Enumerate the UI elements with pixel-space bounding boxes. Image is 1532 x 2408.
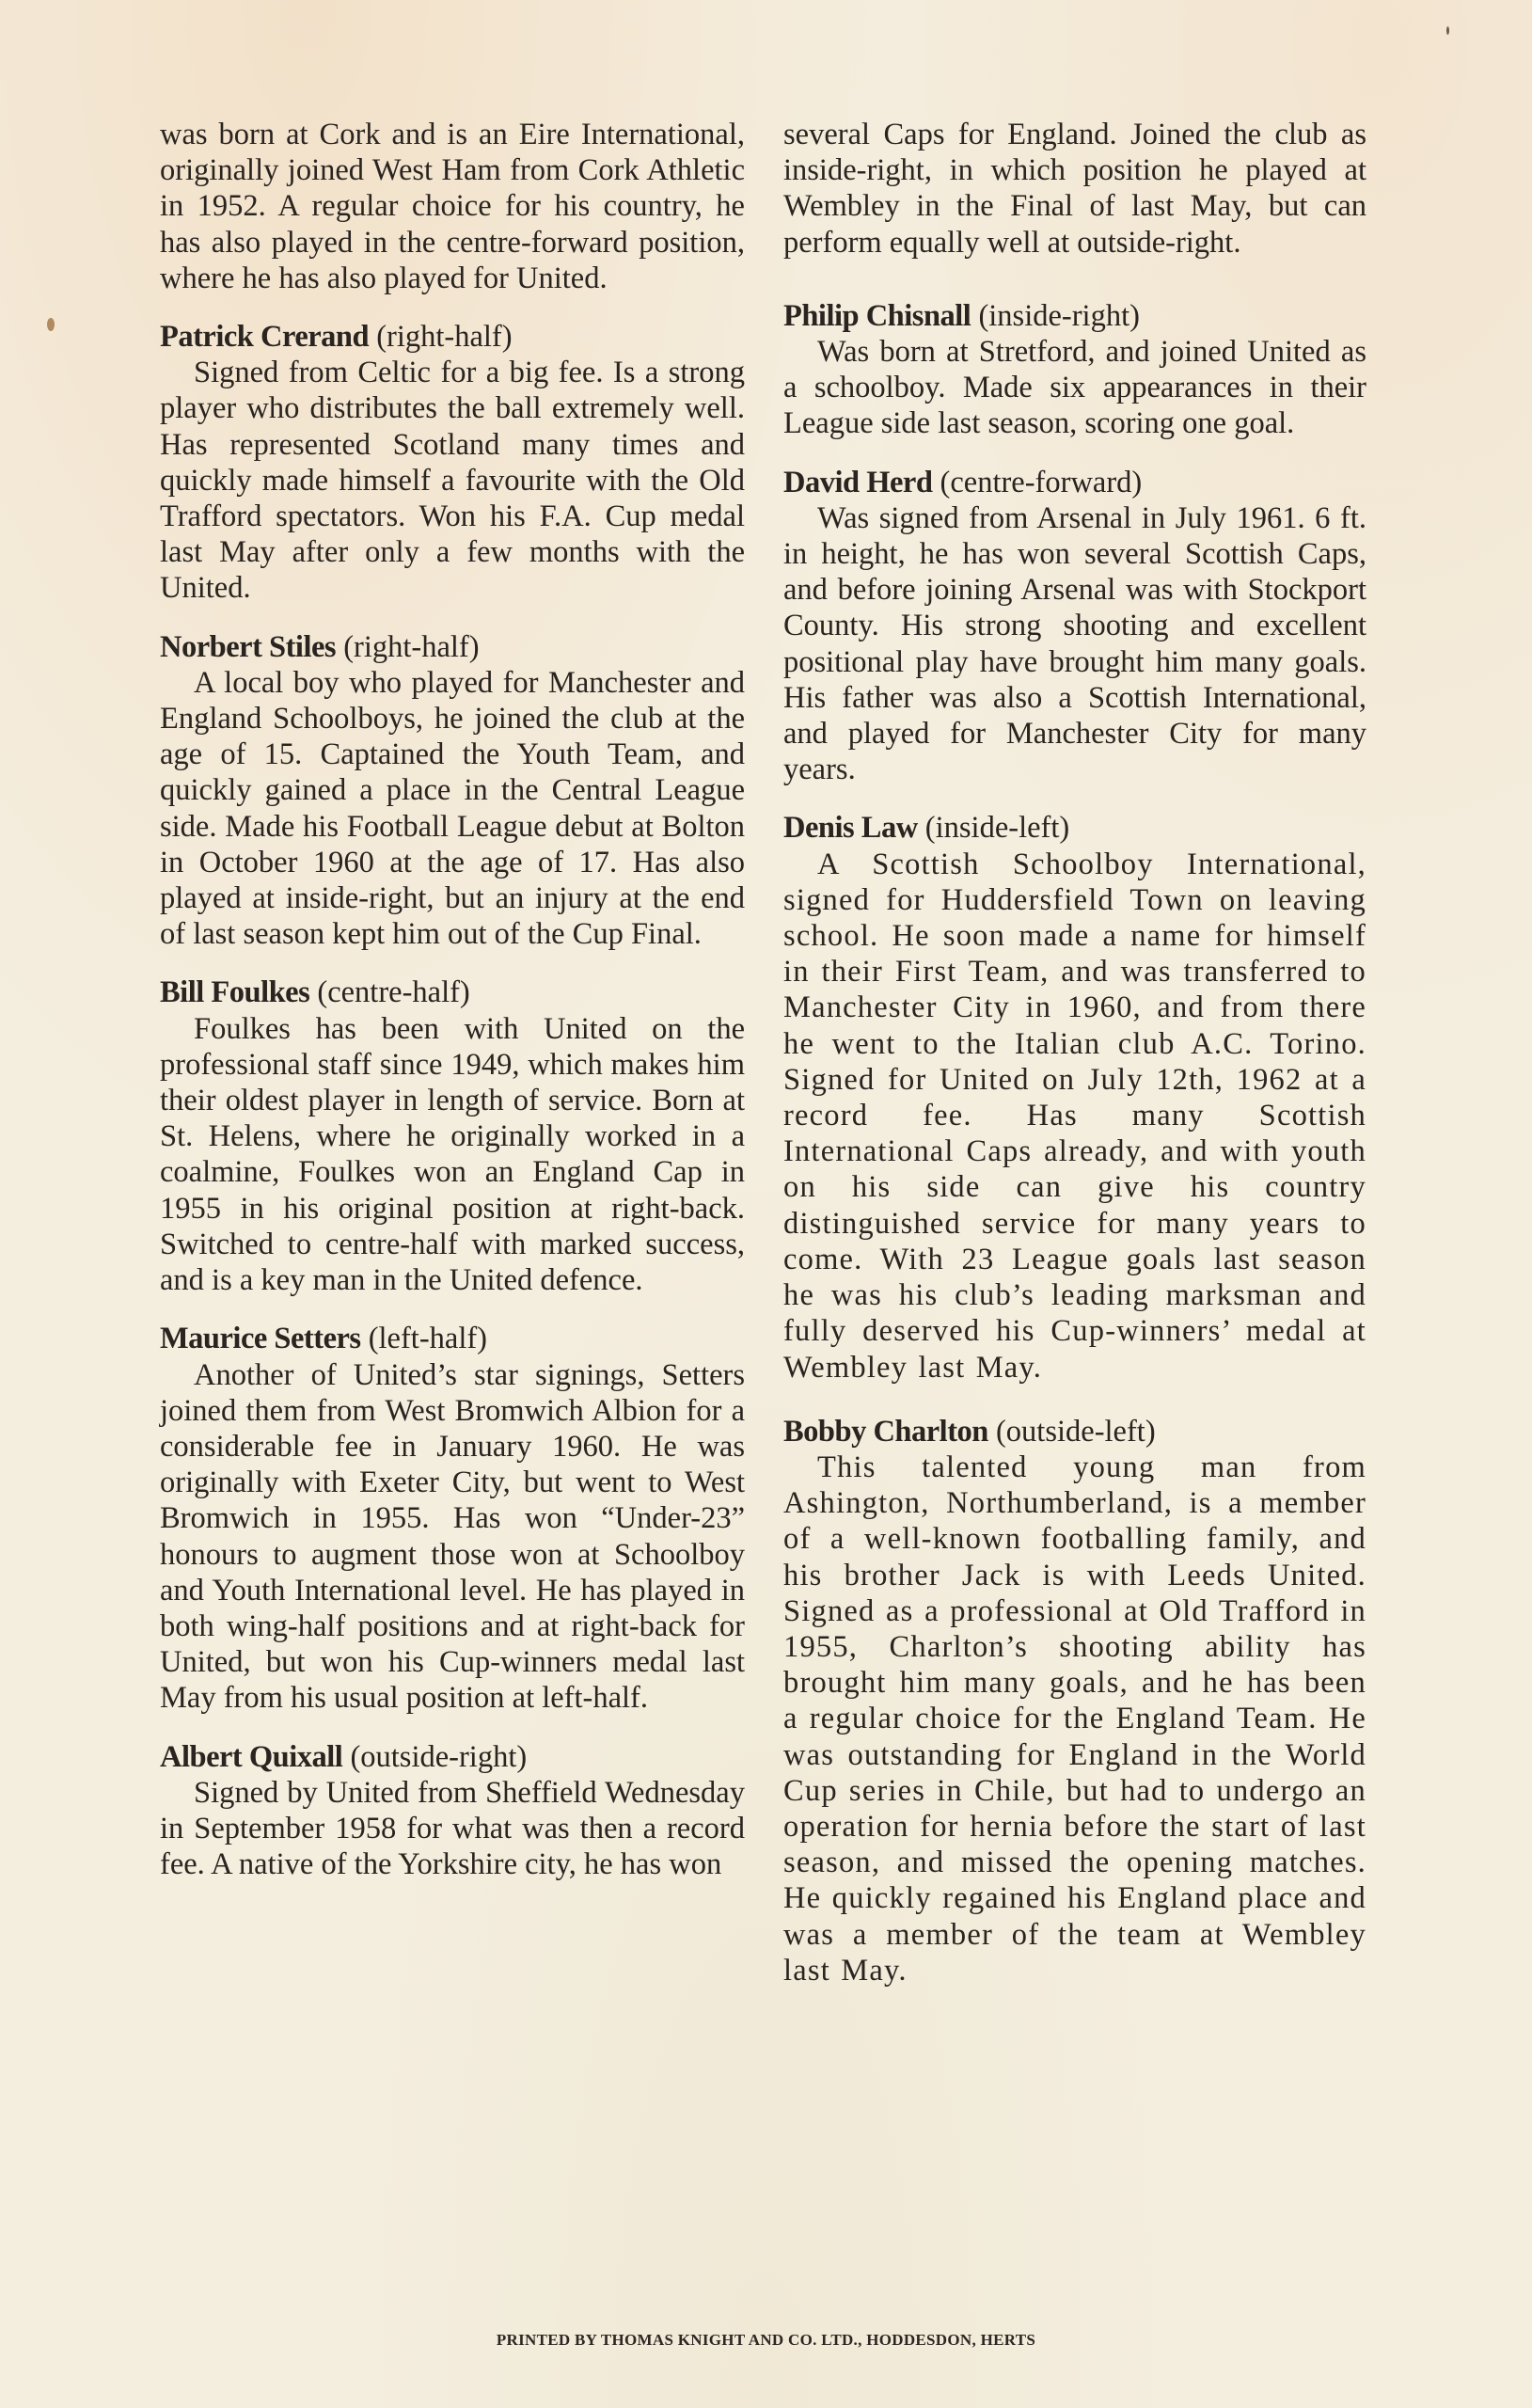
player-position: (outside-left) [995, 1414, 1156, 1449]
player-name: Patrick Crerand [160, 320, 370, 355]
player-heading [160, 1739, 745, 1775]
continued-paragraph: several Caps for England. Joined the club as inside-right, in which position he played at Wembley in the Final of last May, but can perform equally well at outside-right. [783, 118, 1366, 260]
player-position: (centre-half) [317, 975, 470, 1010]
player-bio: A Scottish Schoolboy International, signed for Huddersfield Town on leaving school. He soon made a name for himself in their First Team, and was transferred to Manchester City in 1960, and from there he went to the Italian club A.C. Torino. Signed for United on July 12th, 1962 at a record fee. Has many Scottish International Caps already, and with youth on his side can give his country distinguished service for many years to come. With 23 League goals last season he was his club’s leading marksman and fully deserved his Cup-winners’ medal at Wembley last May. [783, 847, 1366, 1385]
continued-paragraph: was born at Cork and is an Eire International, originally joined West Ham from Cork Athletic in 1952. A regular choice for his country, he has also played in the centre-forward position, where he has also played for United. [160, 118, 745, 295]
paper-blemish [47, 318, 55, 331]
player-heading [783, 810, 1366, 846]
player-entry-stiles [160, 629, 745, 953]
player-position: (left-half) [368, 1322, 488, 1356]
player-bio: A local boy who played for Manchester and England Schoolboys, he joined the club at the age of 15. Captained the Youth Team, and quickly gained a place in the Central League side. Made his Football League debut at Bolton in October 1960 at the age of 17. Has also played at inside-right, but an injury at the end of last season kept him out of the Cup Final. [160, 665, 745, 952]
paper-blemish [1446, 26, 1449, 35]
player-name: Philip Chisnall [783, 298, 971, 333]
player-entry-quixall [160, 1739, 745, 1883]
player-name: Bill Foulkes [160, 975, 310, 1010]
player-heading [160, 319, 745, 355]
player-heading [160, 974, 745, 1010]
player-bio: Signed from Celtic for a big fee. Is a strong player who distributes the ball extremely well. Has represented Scotland many times and quickly made himself a favourite with the Old Trafford spectators. Won his F.A. Cup medal last May after only a few months with the United. [160, 356, 745, 606]
player-bio: Signed by United from Sheffield Wednesday in September 1958 for what was then a record fee. A native of the Yorkshire city, he has won [160, 1775, 745, 1882]
player-position: (right-half) [376, 320, 513, 355]
player-bio: Was signed from Arsenal in July 1961. 6 ft. in height, he has won several Scottish Caps, and before joining Arsenal was with Stockport County. His strong shooting and excellent positional play have brought him many goals. His father was also a Scottish International, and played for Manchester City for many years. [783, 500, 1366, 787]
player-position: (inside-right) [978, 298, 1140, 333]
player-name: David Herd [783, 465, 933, 499]
player-heading [160, 1321, 745, 1356]
player-name: Denis Law [783, 811, 918, 846]
printer-credit: PRINTED BY THOMAS KNIGHT AND CO. LTD., HODDESDON, HERTS [496, 2331, 1036, 2349]
player-position: (outside-right) [350, 1739, 528, 1774]
player-heading [783, 298, 1366, 334]
player-position: (centre-forward) [940, 465, 1143, 499]
player-entry-law [783, 810, 1366, 1385]
player-entry-chisnall [783, 298, 1366, 442]
player-name: Bobby Charlton [783, 1414, 988, 1449]
player-heading [783, 1414, 1366, 1450]
player-bio: Another of United’s star signings, Setters joined them from West Bromwich Albion for a considerable fee in January 1960. He was originally with Exeter City, but went to West Bromwich in 1955. Has won “Under-23” honours to augment those won at Schoolboy and Youth International level. He has played in both wing-half positions and at right-back for United, but won his Cup-winners medal last May from his usual position at left-half. [160, 1357, 745, 1716]
player-heading [783, 465, 1366, 500]
player-bio: Was born at Stretford, and joined United as a schoolboy. Made six appearances in their League side last season, scoring one goal. [783, 335, 1366, 441]
right-column [783, 117, 1366, 1988]
player-name: Maurice Setters [160, 1322, 361, 1356]
player-name: Norbert Stiles [160, 629, 337, 664]
player-entry-herd [783, 465, 1366, 788]
player-position: (inside-left) [924, 811, 1070, 846]
player-position: (right-half) [343, 629, 480, 664]
player-entry-crerand [160, 319, 745, 607]
player-entry-charlton [783, 1414, 1366, 1988]
left-column [160, 117, 745, 1882]
player-heading [160, 629, 745, 665]
player-entry-setters [160, 1321, 745, 1716]
player-bio: Foulkes has been with United on the professional staff since 1949, which makes him their oldest player in length of service. Born at St. Helens, where he originally worked in a coalmine, Foulkes won an England Cap in 1955 in his original position at right-back. Switched to centre-half with marked success, and is a key man in the United defence. [160, 1011, 745, 1298]
player-name: Albert Quixall [160, 1739, 343, 1774]
player-entry-foulkes [160, 974, 745, 1298]
player-bio: This talented young man from Ashington, Northumberland, is a member of a well-known footballing family, and his brother Jack is with Leeds United. Signed as a professional at Old Trafford in 1955, Charlton’s shooting ability has brought him many goals, and he has been a regular choice for the England Team. He was outstanding for England in the World Cup series in Chile, but had to undergo an operation for hernia before the start of last season, and missed the opening matches. He quickly regained his England place and was a member of the team at Wembley last May. [783, 1450, 1366, 1988]
